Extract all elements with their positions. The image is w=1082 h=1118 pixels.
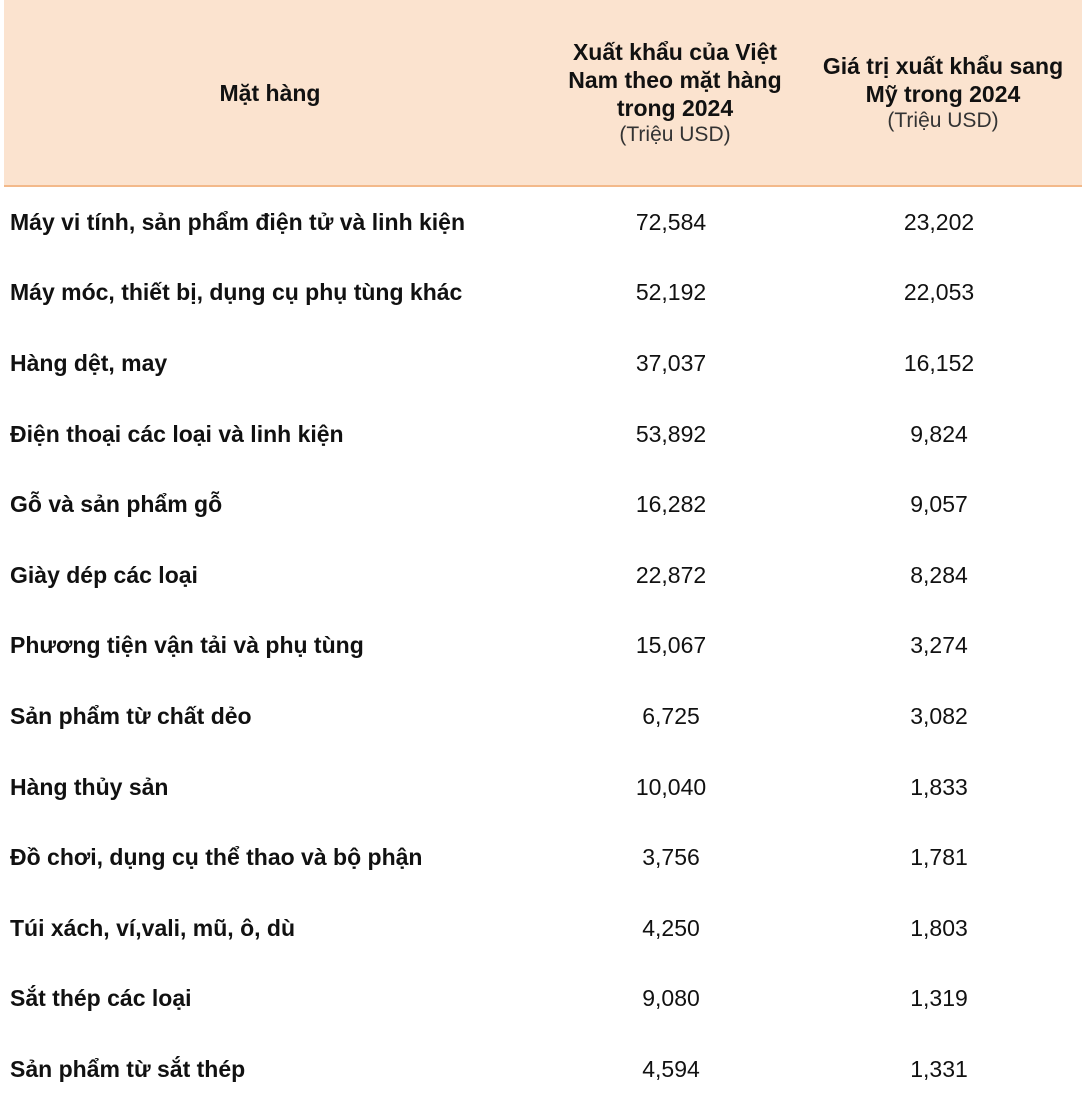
table-row [0, 540, 1082, 611]
table-row [0, 1034, 1082, 1105]
cell-item: Hàng thủy sản [10, 773, 169, 800]
cell-item: Sản phẩm từ sắt thép [10, 1055, 246, 1082]
table-row [0, 752, 1082, 823]
header-us-label: Giá trị xuất khẩu sang Mỹ trong 2024 [822, 52, 1064, 107]
table-row [0, 964, 1082, 1035]
cell-total-export: 16,282 [635, 491, 707, 518]
cell-us-export: 22,053 [903, 279, 975, 306]
cell-total-export: 3,756 [642, 844, 700, 871]
cell-us-export: 1,803 [910, 914, 968, 941]
cell-us-export: 8,284 [910, 561, 968, 588]
cell-us-export: 9,824 [910, 420, 968, 447]
cell-us-export: 1,833 [910, 773, 968, 800]
header-cell-total-export [540, 0, 810, 185]
cell-item: Hàng dệt, may [10, 349, 168, 376]
table-header [4, 0, 1082, 187]
cell-us-export: 9,057 [910, 491, 968, 518]
table-row [0, 469, 1082, 540]
header-total-unit: (Triệu USD) [619, 122, 731, 146]
cell-item: Điện thoại các loại và linh kiện [10, 420, 344, 447]
table-body [0, 187, 1082, 1105]
cell-item: Phương tiện vận tải và phụ tùng [10, 632, 364, 659]
table-row [0, 611, 1082, 682]
cell-total-export: 4,250 [642, 914, 700, 941]
cell-total-export: 22,872 [635, 561, 707, 588]
header-total-label: Xuất khẩu của Việt Nam theo mặt hàng trong 2024 [568, 38, 782, 121]
header-us-unit: (Triệu USD) [887, 108, 999, 132]
cell-us-export: 16,152 [903, 349, 975, 376]
table-row [0, 822, 1082, 893]
table-row [0, 258, 1082, 329]
cell-us-export: 23,202 [903, 208, 975, 235]
cell-total-export: 72,584 [635, 208, 707, 235]
cell-item: Túi xách, ví,vali, mũ, ô, dù [10, 914, 296, 941]
cell-total-export: 15,067 [635, 632, 707, 659]
cell-total-export: 6,725 [642, 702, 700, 729]
cell-us-export: 3,082 [910, 702, 968, 729]
cell-us-export: 1,781 [910, 844, 968, 871]
table-row [0, 187, 1082, 258]
cell-total-export: 53,892 [635, 420, 707, 447]
header-cell-item [4, 0, 536, 185]
table-row [0, 328, 1082, 399]
cell-item: Đồ chơi, dụng cụ thể thao và bộ phận [10, 844, 423, 871]
cell-item: Máy vi tính, sản phẩm điện tử và linh kiện [10, 208, 466, 235]
table-row [0, 681, 1082, 752]
cell-total-export: 10,040 [635, 773, 707, 800]
table-row [0, 893, 1082, 964]
header-cell-us-export [804, 0, 1082, 185]
cell-item: Sắt thép các loại [10, 985, 192, 1012]
cell-item: Máy móc, thiết bị, dụng cụ phụ tùng khác [10, 279, 463, 306]
header-item-label: Mặt hàng [219, 79, 321, 106]
cell-us-export: 3,274 [910, 632, 968, 659]
cell-item: Sản phẩm từ chất dẻo [10, 702, 252, 729]
cell-item: Gỗ và sản phẩm gỗ [10, 491, 223, 518]
cell-us-export: 1,331 [910, 1055, 968, 1082]
cell-total-export: 4,594 [642, 1055, 700, 1082]
cell-total-export: 52,192 [635, 279, 707, 306]
cell-item: Giày dép các loại [10, 561, 198, 588]
cell-total-export: 37,037 [635, 349, 707, 376]
table-row [0, 399, 1082, 470]
cell-total-export: 9,080 [642, 985, 700, 1012]
cell-us-export: 1,319 [910, 985, 968, 1012]
